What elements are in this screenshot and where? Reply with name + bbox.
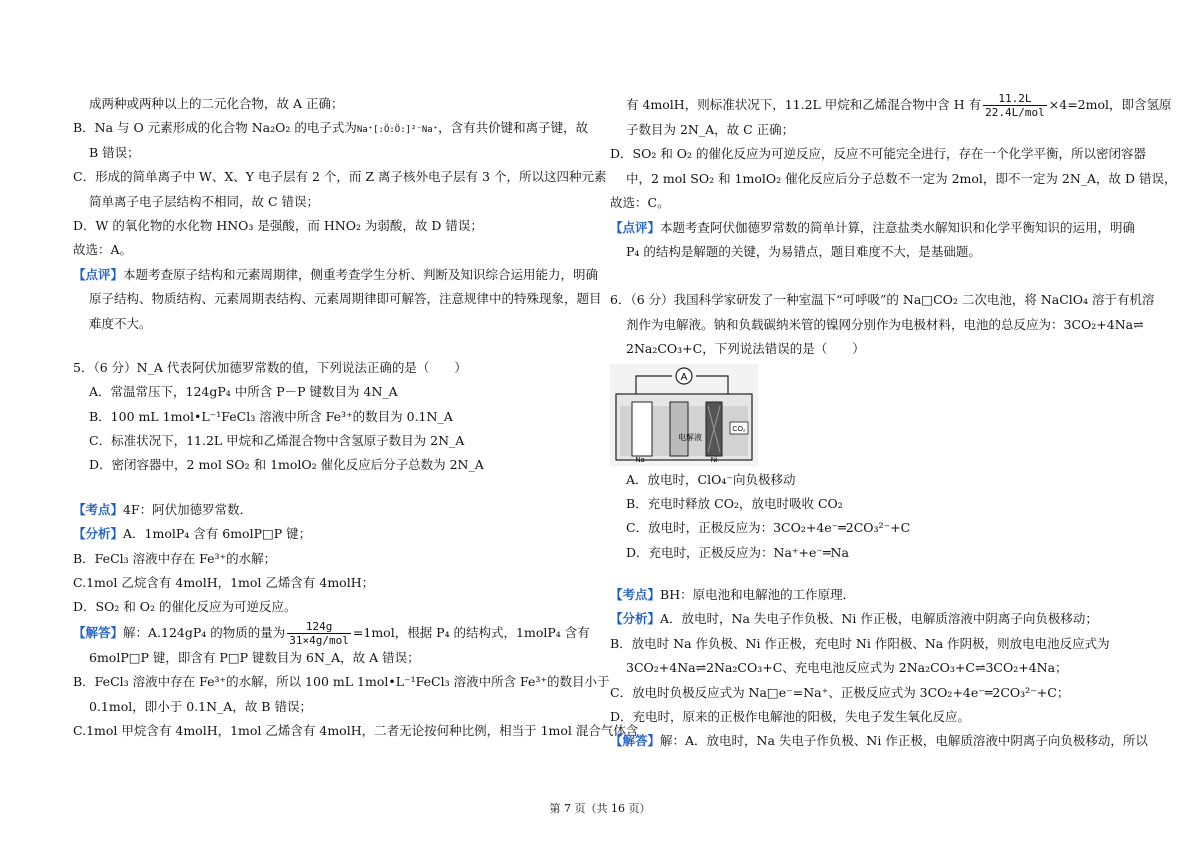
comment-tag: 【点评】 [73, 266, 124, 282]
right-column [610, 92, 1177, 754]
topic-tag: 【考点】 [610, 587, 661, 603]
text-line: 故选：A。 [73, 242, 133, 258]
text-line: 中，2 mol SO₂ 和 1molO₂ 催化反应后分子总数不一定为 2mol，即不一定为 2N_A，故 D 错误， [626, 170, 1177, 186]
text-line: B．FeCl₃ 溶液中存在 Fe³⁺的水解，所以 100 mL 1mol•L⁻¹FeCl₃ 溶液中所含 Fe³⁺的数目小于 [73, 674, 610, 690]
fraction-denominator: 31×4g/mol [289, 633, 349, 647]
text-line [73, 498, 593, 522]
option-c: C．放电时，正极反应为：3CO₂+4e⁻═2CO₃²⁻+C [626, 520, 911, 536]
text-line: 剂作为电解液。钠和负载碳纳米管的镍网分别作为电极材料，电池的总反应为：3CO₂+4Na⇌ [626, 316, 1144, 332]
text-line: D．充电时，原来的正极作电解池的阳极，失电子发生氧化反应。 [610, 709, 971, 725]
text-line: C.1mol 甲烷含有 4molH，1mol 乙烯含有 4molH，二者无论按何种比例，相当于 1mol 混合气体含 [73, 722, 639, 738]
text-span: 4F：阿伏加德罗常数． [123, 501, 253, 517]
text-line [610, 583, 1130, 607]
comment-tag: 【点评】 [610, 219, 661, 235]
text-line: 3CO₂+4Na⇌2Na₂CO₃+C、充电电池反应式为 2Na₂CO₃+C⇌3CO₂+4Na； [626, 660, 1068, 676]
text-line: 2Na₂CO₃+C，下列说法错误的是（ ） [626, 341, 865, 357]
option-c: C．标准状况下，11.2L 甲烷和乙烯混合物中含氢原子数目为 2N_A [89, 433, 465, 449]
text-span: A．放电时，Na 失电子作负极、Ni 作正极，电解质溶液中阴离子向负极移动； [660, 611, 1098, 627]
fraction-denominator: 22.4L/mol [985, 106, 1045, 119]
left-column [73, 92, 639, 743]
text-line: 子数目为 2N_A，故 C 正确； [626, 122, 795, 137]
text-line: C．放电时负极反应式为 Na□e⁻=Na⁺、正极反应式为 3CO₂+4e⁻═2CO₃²⁻+C； [610, 684, 1070, 700]
page-footer: 第 7 页（共 16 页） [549, 802, 651, 815]
text-line [610, 607, 1130, 631]
text-line: C．形成的简单离子中 W、X、Y 电子层有 2 个，而 Z 离子核外电子层有 3 个，所以这四种元素 [73, 169, 607, 185]
text-line: B 错误； [89, 144, 140, 160]
text-line: P₄ 的结构是解题的关键，为易错点，题目难度不大，是基础题。 [626, 243, 981, 259]
electrolyte-label: 电解液 [678, 432, 702, 442]
text-span: 有 4molH，则标准状况下，11.2L 甲烷和乙烯混合物中含 H 有 [626, 97, 982, 112]
question-title: 6．（6 分）我国科学家研发了一种室温下“可呼吸”的 Na□CO₂ 二次电池，将 NaClO₄ 溶于有机溶 [610, 292, 1155, 308]
text-span: 解：A.124gP₄ 的物质的量为 [123, 624, 286, 640]
fraction [287, 620, 351, 647]
battery-diagram [610, 364, 758, 466]
text-span: =1mol，根据 P₄ 的结构式，1molP₄ 含有 [352, 624, 590, 640]
text-span: A．1molP₄ 含有 6molP□P 键； [123, 526, 312, 542]
fraction-numerator: 11.2L [983, 92, 1047, 106]
fraction-numerator: 124g [287, 620, 351, 634]
option-a: A．放电时，ClO₄⁻向负极移动 [626, 471, 796, 487]
text-line: 原子结构、物质结构、元素周期表结构、元素周期律即可解答，注意规律中的特殊现象，题目 [89, 291, 602, 307]
text-line: 6molP□P 键，即含有 P□P 键数目为 6N_A，故 A 错误； [89, 649, 420, 665]
ni-label: Ni [710, 456, 718, 464]
fraction [983, 92, 1047, 119]
option-b: B．100 mL 1mol•L⁻¹FeCl₃ 溶液中所含 Fe³⁺的数目为 0.1N_A [89, 408, 453, 424]
answer-tag: 【解答】 [73, 624, 124, 640]
text-line: B．放电时 Na 作负极、Ni 作正极，充电时 Ni 作阳极、Na 作阴极，则放电电池反应式为 [610, 635, 1110, 651]
text-span: 解：A．放电时，Na 失电子作负极、Ni 作正极，电解质溶液中阴离子向负极移动，所以 [660, 733, 1148, 749]
analysis-tag: 【分析】 [610, 611, 661, 627]
text-span: 本题考查原子结构和元素周期律，侧重考查学生分析、判断及知识综合运用能力，明确 [123, 266, 599, 282]
text-line: 难度不大。 [89, 315, 152, 331]
text-line: 0.1mol，即小于 0.1N_A，故 B 错误； [89, 698, 312, 714]
text-line: 故选：C。 [610, 195, 670, 211]
text-line: B．FeCl₃ 溶液中存在 Fe³⁺的水解； [73, 550, 277, 566]
na-label: Na [635, 456, 645, 464]
text-line: D．SO₂ 和 O₂ 的催化反应为可逆反应，反应不可能完全进行，存在一个化学平衡，所以密闭容器 [610, 146, 1147, 162]
text-span: ，含有共价键和离子键，故 [438, 120, 589, 136]
co2-label: CO₂ [732, 425, 746, 433]
option-d: D．充电时，正极反应为：Na⁺+e⁻═Na [626, 544, 849, 560]
battery-diagram-svg [610, 364, 758, 466]
analysis-tag: 【分析】 [73, 526, 124, 542]
text-line [610, 729, 1148, 753]
text-line: D．W 的氧化物的水化物 HNO₃ 是强酸，而 HNO₂ 为弱酸，故 D 错误； [73, 217, 483, 233]
text-line: 简单离子电子层结构不相同，故 C 错误； [89, 193, 320, 209]
option-a: A．常温常压下，124gP₄ 中所含 P－P 键数目为 4N_A [89, 384, 398, 400]
question-title: 5．（6 分）N_A 代表阿伏加德罗常数的值，下列说法正确的是（ ） [73, 359, 467, 375]
text-line [73, 116, 593, 140]
text-line [73, 620, 593, 646]
ammeter-label: A [680, 371, 688, 383]
answer-tag: 【解答】 [610, 733, 661, 749]
text-line [73, 263, 599, 287]
text-line: C.1mol 乙烷含有 4molH，1mol 乙烯含有 4molH； [73, 575, 375, 591]
text-span: 本题考查阿伏伽德罗常数的简单计算，注意盐类水解知识和化学平衡知识的运用，明确 [660, 219, 1136, 235]
electron-formula: Na⁺[:Ö:Ö:]²⁻Na⁺ [356, 125, 439, 136]
text-line [73, 522, 593, 546]
option-d: D．密闭容器中，2 mol SO₂ 和 1molO₂ 催化反应后分子总数为 2N_A [89, 457, 484, 473]
text-span: ×4=2mol，即含氢原 [1048, 97, 1172, 112]
text-span: B．Na 与 O 元素形成的化合物 Na₂O₂ 的电子式为 [73, 120, 357, 136]
text-span: BH：原电池和电解池的工作原理． [660, 587, 856, 603]
text-line: D．SO₂ 和 O₂ 的催化反应为可逆反应。 [73, 599, 297, 615]
text-line: 成两种或两种以上的二元化合物，故 A 正确； [89, 96, 344, 111]
topic-tag: 【考点】 [73, 501, 124, 517]
option-b: B．充电时释放 CO₂，放电时吸收 CO₂ [626, 495, 843, 511]
text-line [610, 216, 1136, 240]
text-line [610, 92, 1172, 119]
